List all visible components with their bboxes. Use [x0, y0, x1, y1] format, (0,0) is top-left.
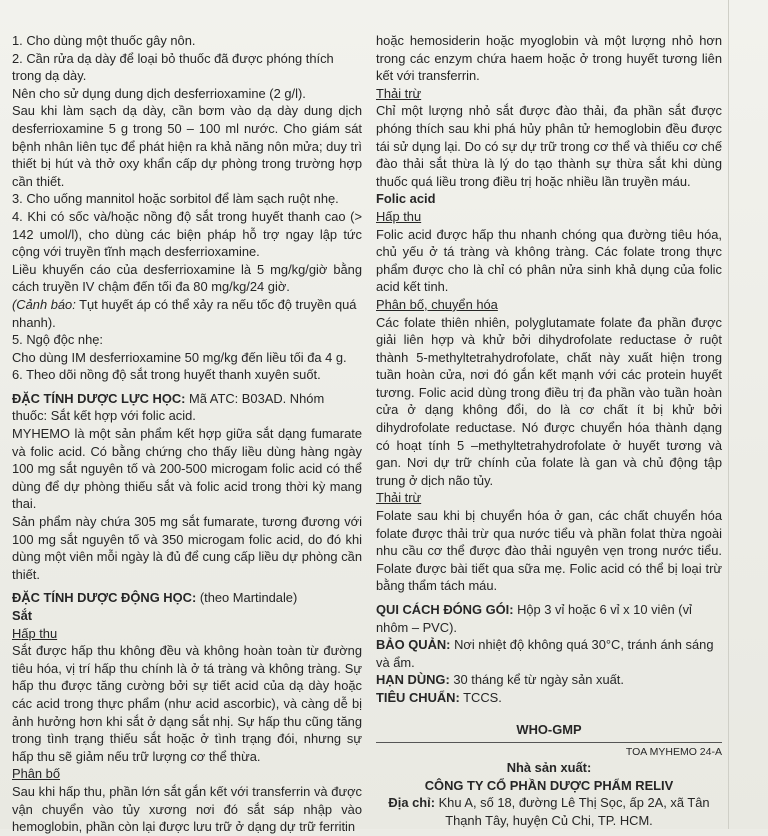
- warning-note: [12, 296, 362, 331]
- page-fold-line: [728, 0, 729, 829]
- folic-distribution-text: Các folate thiên nhiên, polyglutamate folate đa phần được giải liên hợp và khử bởi dihydrofolate reductase ở ruột thành 5-methyltetrahydrofolate, chất này xuất hiện trong tuần hoàn cửa, nơi đó gắn kết mạnh với các protein huyết tương. Folic acid dùng trong điều trị đa phần vào tuần hoàn cửa ở dạng không đổi, do là cơ chất ít bị khử bởi dihydrofolate reductase. Nó được chuyển hóa thành dạng có hoạt tính 5 –methyltetrahydrofolate ở huyết tương và gan. Nơi dự trữ chính của folate là gan và chủ động tập trung ở dịch não tủy.: [376, 314, 722, 488]
- overdose-step-4: 4. Khi có sốc và/hoặc nồng độ sắt trong huyết thanh cao (> 142 umol/l), cho dùng các biện pháp hỗ trợ ngay lập tức cộng với truyền tĩnh mạch desferrioxamine.: [12, 208, 362, 260]
- folic-absorption-text: Folic acid được hấp thu nhanh chóng qua đường tiêu hóa, chủ yếu ở tá tràng và không tràng. Các folate trong thực phẩm được cho là chỉ có phân nửa sinh khả dụng của folic acid kết tinh.: [376, 226, 722, 295]
- storage-label: BẢO QUẢN:: [376, 637, 451, 653]
- address-label: Địa chỉ:: [388, 795, 435, 811]
- expiry-text: 30 tháng kể từ ngày sản xuất.: [449, 672, 624, 688]
- packaging-text: Hộp 3 vỉ hoặc 6 vỉ x 10 viên (vỉ nhôm – PVC).: [376, 602, 692, 635]
- pharmacodynamics-section: [12, 390, 362, 425]
- overdose-step-2: 2. Cần rửa dạ dày để loại bỏ thuốc đã được phóng thích trong dạ dày.: [12, 50, 334, 84]
- storage-info: [376, 636, 722, 671]
- manufacturer-name: CÔNG TY CỔ PHẦN DƯỢC PHẨM RELIV: [424, 777, 674, 793]
- folic-absorption-heading: Hấp thu: [376, 208, 422, 224]
- manufacturer-address: [376, 794, 722, 829]
- pharmacodynamics-paragraph-2: Sản phẩm này chứa 305 mg sắt fumarate, tương đương với 100 mg sắt nguyên tố và 350 microgam folic acid, do đó khi dùng một viên mỗi ngày là đủ để cung cấp liều dự phòng cần thiết.: [12, 514, 362, 582]
- pharmacokinetics-heading: ĐẶC TÍNH DƯỢC ĐỘNG HỌC:: [12, 590, 197, 606]
- mild-poisoning-dose: Cho dùng IM desferrioxamine 50 mg/kg đến liều tối đa 4 g.: [12, 349, 347, 365]
- standard-label: TIÊU CHUẨN:: [376, 689, 460, 705]
- standard-text: TCCS.: [459, 689, 502, 705]
- overdose-step-5: 5. Ngộ độc nhẹ:: [12, 332, 104, 348]
- iron-absorption-text: Sắt được hấp thu không đều và không hoàn toàn từ đường tiêu hóa, vị trí hấp thu chính là ở tá tràng và không tràng. Sự hấp thu được tăng cường bởi sự tiết acid của dạ dày hoặc các acid trong thực phẩm (như acid ascorbic), và càng dễ bị ảnh hưởng hơn khi sắt ở dạng sắt nhị. Sự hấp thu cũng tăng trong tình trạng thiếu sắt hoặc ở tình trạng đói, nhưng sự hấp thu sẽ giảm nếu trữ lượng cơ thể thừa.: [12, 643, 362, 764]
- overdose-step-6: 6. Theo dõi nồng độ sắt trong huyết thanh xuyên suốt.: [12, 367, 321, 383]
- overdose-step-1: 1. Cho dùng một thuốc gây nôn.: [12, 33, 196, 48]
- expiry-info: [376, 671, 722, 689]
- address-text: Khu A, số 18, đường Lê Thị Sọc, ấp 2A, xã Tân Thạnh Tây, huyện Củ Chi, TP. HCM.: [434, 795, 710, 828]
- standard-info: [376, 689, 722, 707]
- leaflet-code: TOA MYHEMO 24-A: [625, 746, 722, 759]
- pharmacodynamics-atc: Mã ATC: B03AD. Nhóm thuốc: Sắt kết hợp với folic acid.: [12, 390, 325, 424]
- overdose-step-3: 3. Cho uống mannitol hoặc sorbitol để làm sạch ruột nhẹ.: [12, 191, 339, 207]
- iron-distribution-continued: hoặc hemosiderin hoặc myoglobin và một lượng nhỏ hơn trong các enzym chứa haem hoặc ở trong huyết tương liên kết với transferrin.: [376, 33, 722, 84]
- packaging-label: QUI CÁCH ĐÓNG GÓI:: [376, 602, 514, 617]
- right-column: [376, 32, 722, 830]
- folic-elimination-heading: Thải trừ: [376, 490, 422, 506]
- warning-label: (Cảnh báo:: [12, 296, 76, 312]
- pharmacodynamics-paragraph-1: MYHEMO là một sản phẩm kết hợp giữa sắt dạng fumarate và folic acid. Có bằng chứng cho thấy liều dùng hàng ngày 100 mg sắt nguyên tố và 200-500 microgam folic acid có thể dùng để dự phòng thiếu sắt và folic acid trong thời kỳ mang thai.: [12, 426, 362, 512]
- folic-elimination-text: Folate sau khi bị chuyển hóa ở gan, các chất chuyển hóa folate được thải trừ qua nước tiểu và phần folat thừa ngoài nhu cầu cơ thể được đào thải nguyên vẹn trong nước tiểu. Folate được bài tiết qua sữa mẹ. Folic acid có thể bị loại trừ bằng thẩm tách máu.: [376, 508, 722, 594]
- expiry-label: HẠN DÙNG:: [376, 672, 450, 688]
- iron-absorption-heading: Hấp thu: [12, 625, 58, 641]
- gastric-lavage-paragraph: Sau khi làm sạch dạ dày, cần bơm vào dạ dày dung dịch desferrioxamine 5 g trong 50 – 100 ml nước. Cho giám sát bệnh nhân liên tục để phát hiện ra khả năng nôn mửa; duy trì thiết bị hút và thở oxy khẩn cấp dự phòng trong trường hợp cần thiết.: [12, 103, 362, 189]
- iron-distribution-text: Sau khi hấp thu, phần lớn sắt gắn kết với transferrin và được vận chuyển vào tủy xương nơi đó sắt sáp nhập vào hemoglobin, phần còn lại được lưu trữ ở dạng dự trữ ferritin: [12, 783, 362, 835]
- iron-distribution-heading: Phân bố: [12, 766, 61, 782]
- warning-text: Tụt huyết áp có thể xảy ra nếu tốc độ truyền quá nhanh).: [12, 296, 357, 330]
- iron-heading: Sắt: [12, 608, 33, 623]
- folic-acid-heading: Folic acid: [376, 191, 436, 207]
- desferrioxamine-note: Nên cho sử dụng dung dịch desferrioxamine (2 g/l).: [12, 85, 306, 101]
- storage-text: Nơi nhiệt độ không quá 30°C, tránh ánh sáng và ẩm.: [376, 637, 714, 670]
- left-column: [12, 32, 362, 836]
- recommended-dose: Liều khuyến cáo của desferrioxamine là 5 mg/kg/giờ bằng cách truyền IV chậm đến tối đa 80 mg/kg/24 giờ.: [12, 261, 362, 295]
- who-gmp-heading: WHO-GMP: [516, 721, 582, 737]
- iron-elimination-text: Chỉ một lượng nhỏ sắt được đào thải, đa phần sắt được phóng thích sau khi phá hủy phân tử hemoglobin đều được tái sử dụng lại. Do có sự dự trữ trong cơ thể và thiếu cơ chế đào thải sắt thừa là lý do tạo thành sự thừa sắt khi dùng thuốc quá liều trong điều trị hoặc nhiều lần truyền máu.: [376, 103, 722, 189]
- pharmacodynamics-heading: ĐẶC TÍNH DƯỢC LỰC HỌC:: [12, 390, 186, 406]
- pharmacokinetics-section: [12, 589, 362, 607]
- folic-distribution-heading: Phân bố, chuyển hóa: [376, 296, 498, 312]
- iron-elimination-heading: Thải trừ: [376, 85, 422, 101]
- pharmacokinetics-source: (theo Martindale): [196, 590, 298, 606]
- packaging-info: [376, 601, 722, 636]
- manufacturer-title: Nhà sản xuất:: [506, 760, 592, 776]
- who-gmp-divider: [376, 742, 722, 743]
